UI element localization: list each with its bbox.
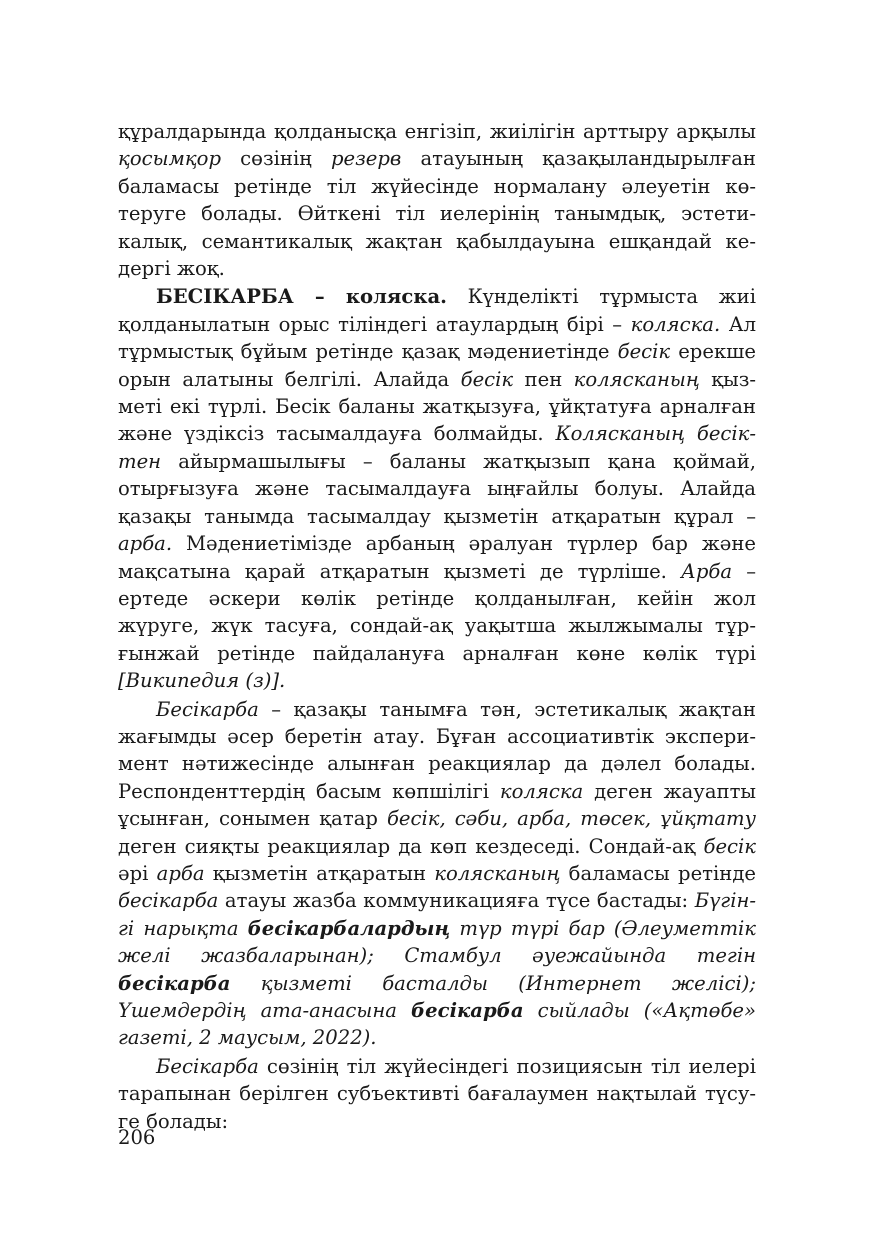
text-run: ерекше орын алатыны белгілі. Алайда	[118, 340, 756, 391]
text-run: баламасы ретінде	[560, 861, 756, 885]
text-run: Ал тұрмыстық бұйым ретінде қазақ мәдениетінде	[118, 312, 757, 364]
italic-run: Бесікарба	[156, 1054, 259, 1078]
text-run: – қазақы танымға тән, эстетикалық жақтан жағымды әсер беретін атау. Бұған ассоциативтік эксперимент нәтижесінде алынған реакциялар да дәлел болады. Респонденттердің басым көпшілігі	[118, 697, 756, 803]
italic-run: Бүгінгі нарықта	[118, 889, 756, 940]
italic-run: Бесікарба	[156, 697, 259, 721]
text-run: құралдарында қолданысқа енгізіп, жиілігін арттыру арқылы	[118, 120, 756, 143]
paragraph	[118, 1053, 756, 1135]
bold-italic-run: бесікарба	[118, 971, 231, 995]
italic-run: бесік	[460, 367, 514, 391]
text-run: – ертеде әскери көлік ретінде қолданылған, кейін жол жүруге, жүк тасуға, сондай-ақ уақытша жылжымалы тұрғынжай ретінде пайдалануға арналған көне көлік түрі	[118, 559, 756, 665]
text-run: атауы жазба коммуникацияға түсе бастады:	[218, 889, 695, 913]
italic-run: бесік	[703, 834, 756, 858]
italic-run: Колясканың бесіктен	[118, 422, 756, 473]
text-run: сөзінің	[221, 147, 331, 171]
text-run: атауының қазақыландырылған баламасы ретінде тіл жүйесінде нормалану әлеуетін көтеруге болады. Өйткені тіл иелерінің танымдық, эстетикалық, семантикалық жақтан қабылдауына ешқандай кедергі жоқ.	[118, 147, 756, 281]
italic-run: коляска.	[630, 312, 721, 336]
page-number: 206	[118, 1126, 156, 1149]
bold-italic-run: бесікарба	[411, 999, 524, 1022]
italic-run: колясканың	[434, 861, 561, 885]
paragraph	[118, 696, 756, 1052]
italic-run: [Википедия (з)].	[118, 669, 286, 693]
text-run: деген сияқты реакциялар да көп кездеседі. Сондай-ақ	[118, 834, 704, 858]
italic-run: бесік	[617, 340, 671, 364]
italic-run: арба	[156, 861, 205, 885]
italic-run: бесік, сәби, арба, төсек, ұйқтату	[386, 807, 756, 831]
italic-run: қызметі басталды (Интернет желісі); Үшемдердің ата-анасына	[118, 971, 756, 1022]
text-run: Күнделікті тұрмыста жиі қолданылатын орыс тіліндегі атаулардың бірі –	[118, 285, 756, 336]
italic-run: коляска	[499, 779, 584, 803]
italic-run: түр түрі бар (Әлеуметтік желі жазбаларынан); Стамбул әуежайында тегін	[118, 916, 756, 968]
italic-run: бесікарба	[118, 889, 219, 913]
italic-run: колясканың	[573, 367, 700, 391]
italic-run: резерв	[330, 147, 402, 171]
text-run: айырмашылығы – баланы жатқызып қана қоймай, отырғызуға және тасымалдауға ыңғайлы болуы. Алайда қазақы танымда тасымалдау қызметін атқаратын құрал –	[118, 449, 756, 528]
text-run: қызметі екі түрлі. Бесік баланы жатқызуға, ұйқтатуға арналған және үздіксіз тасымалдауға болмайды.	[118, 367, 757, 446]
italic-run: қосымқор	[118, 147, 222, 171]
text-run: сөзінің тіл жүйесіндегі позициясын тіл иелері тарапынан берілген субъективті бағалаумен нақтылай түсуге болады:	[118, 1054, 756, 1133]
text-run: қызметін атқаратын	[204, 861, 435, 885]
italic-run: арба.	[118, 532, 173, 556]
italic-run: Арба	[681, 559, 733, 583]
paragraph	[118, 283, 756, 694]
paragraph	[118, 118, 756, 282]
bold-run: БЕСІКАРБА – коляска.	[156, 285, 447, 309]
text-run: пен	[513, 367, 574, 391]
bold-italic-run: бесікарбалардың	[247, 916, 451, 940]
text-run: деген жауапты ұсынған, сонымен қатар	[118, 779, 756, 831]
text-run: әрі	[118, 861, 157, 885]
text-run: Мәдениетімізде арбаның әралуан түрлер бар және мақсатына қарай атқаратын қызметі де түрліше.	[118, 532, 756, 583]
italic-run: сыйлады («Ақтөбе» газеті, 2 маусым, 2022).	[118, 999, 756, 1050]
body-text	[118, 118, 756, 1135]
